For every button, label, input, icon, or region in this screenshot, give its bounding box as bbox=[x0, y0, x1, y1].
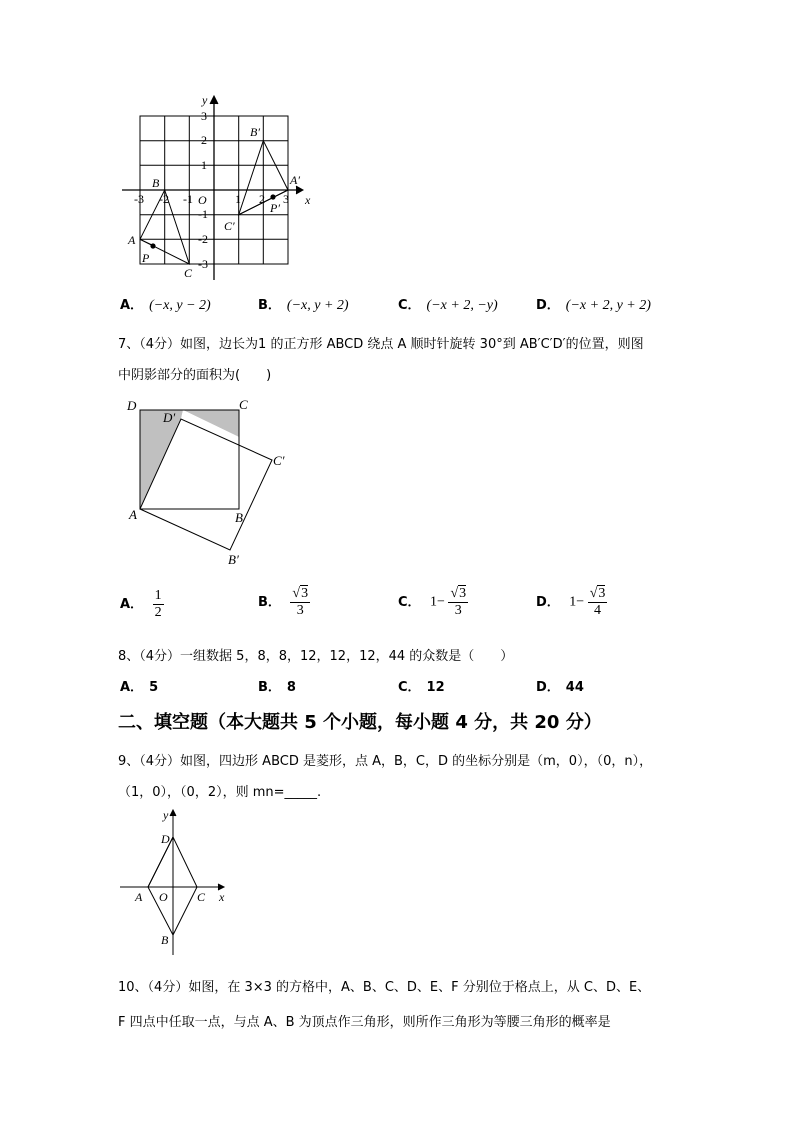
q7-option-a[interactable]: A． $\frac{1}{2}$ bbox=[120, 588, 162, 620]
point-label-c: C bbox=[184, 266, 193, 280]
q7-option-b[interactable]: B． $\frac{√3}{3}$ bbox=[258, 586, 309, 618]
label-o: O bbox=[159, 890, 168, 904]
y-tick: -3 bbox=[198, 257, 208, 271]
q7-option-d[interactable]: D． 1− $\frac{√3}{4}$ bbox=[536, 586, 606, 618]
label-d: D bbox=[161, 832, 170, 846]
q7-stem-line1: 7、（4分）如图，边长为1 的正方形 ABCD 绕点 A 顺时针旋转 30°到 AB′C′D′的位置，则图 bbox=[118, 337, 644, 352]
axis-label-x: x bbox=[305, 193, 311, 207]
label-b-prime: B′ bbox=[228, 552, 239, 567]
label-d-prime: D′ bbox=[163, 410, 176, 425]
label-b: B bbox=[161, 933, 169, 947]
q9-stem-line1: 9、（4分）如图，四边形 ABCD 是菱形，点 A，B，C，D 的坐标分别是（m，0），（0，n）， bbox=[118, 754, 653, 769]
label-a: A bbox=[129, 507, 137, 522]
point-p bbox=[150, 243, 155, 248]
origin-label: O bbox=[198, 193, 207, 207]
q7-stem-line2: 中阴影部分的面积为( ) bbox=[118, 368, 272, 383]
point-label-a: A bbox=[128, 233, 136, 247]
q8-option-b[interactable]: B． 8 bbox=[258, 680, 296, 695]
y-tick: -1 bbox=[198, 207, 208, 221]
label-c-prime: C′ bbox=[273, 453, 285, 468]
label-c: C bbox=[197, 890, 206, 904]
section-title-fill-in: 二、填空题（本大题共 5 个小题，每小题 4 分，共 20 分） bbox=[118, 712, 602, 733]
q8-option-a[interactable]: A． 5 bbox=[120, 680, 159, 695]
x-tick: -2 bbox=[159, 192, 169, 206]
q10-stem-line1: 10、（4分）如图，在 3×3 的方格中，A、B、C、D、E、F 分别位于格点上，从 C、D、E、 bbox=[118, 980, 651, 995]
q6-option-b[interactable]: B． (−x, y + 2) bbox=[258, 298, 349, 313]
x-tick: 3 bbox=[283, 192, 289, 206]
q9-rhombus-figure bbox=[115, 805, 240, 955]
y-tick: 3 bbox=[201, 109, 207, 123]
y-tick: -2 bbox=[198, 232, 208, 246]
q9-stem-line2: （1，0），（0，2），则 mn=_____. bbox=[118, 785, 322, 800]
q7-square-rotation-figure bbox=[115, 395, 305, 570]
point-label-c-prime: C′ bbox=[224, 219, 235, 233]
y-tick: 1 bbox=[201, 158, 207, 172]
axis-label-y: y bbox=[202, 93, 208, 107]
q6-coordinate-figure bbox=[110, 90, 320, 280]
axis-label-x: x bbox=[219, 890, 225, 904]
label-a: A bbox=[135, 890, 143, 904]
x-tick: 1 bbox=[235, 192, 241, 206]
q10-stem-line2: F 四点中任取一点，与点 A、B 为顶点作三角形，则所作三角形为等腰三角形的概率是 bbox=[118, 1015, 611, 1030]
q8-stem: 8、（4分）一组数据 5，8，8，12，12，12，44 的众数是（ ） bbox=[118, 649, 514, 664]
label-b: B bbox=[235, 510, 243, 525]
point-label-p: P bbox=[142, 251, 150, 265]
x-tick: -3 bbox=[134, 192, 144, 206]
x-tick: 2 bbox=[259, 192, 265, 206]
q8-option-d[interactable]: D． 44 bbox=[536, 680, 584, 695]
q8-option-c[interactable]: C． 12 bbox=[398, 680, 445, 695]
q6-option-c[interactable]: C． (−x + 2, −y) bbox=[398, 298, 498, 313]
label-c: C bbox=[239, 397, 248, 412]
y-tick: 2 bbox=[201, 133, 207, 147]
point-label-a-prime: A′ bbox=[290, 173, 300, 187]
q7-option-c[interactable]: C． 1− $\frac{√3}{3}$ bbox=[398, 586, 467, 618]
q6-option-d[interactable]: D． (−x + 2, y + 2) bbox=[536, 298, 651, 313]
axis-label-y: y bbox=[163, 808, 169, 822]
point-label-b-prime: B′ bbox=[250, 125, 260, 139]
q6-option-a[interactable]: A． (−x, y − 2) bbox=[120, 298, 211, 313]
point-label-p-prime: P′ bbox=[270, 201, 280, 215]
label-d: D bbox=[127, 398, 137, 413]
x-tick: -1 bbox=[183, 192, 193, 206]
point-label-b: B bbox=[152, 176, 160, 190]
